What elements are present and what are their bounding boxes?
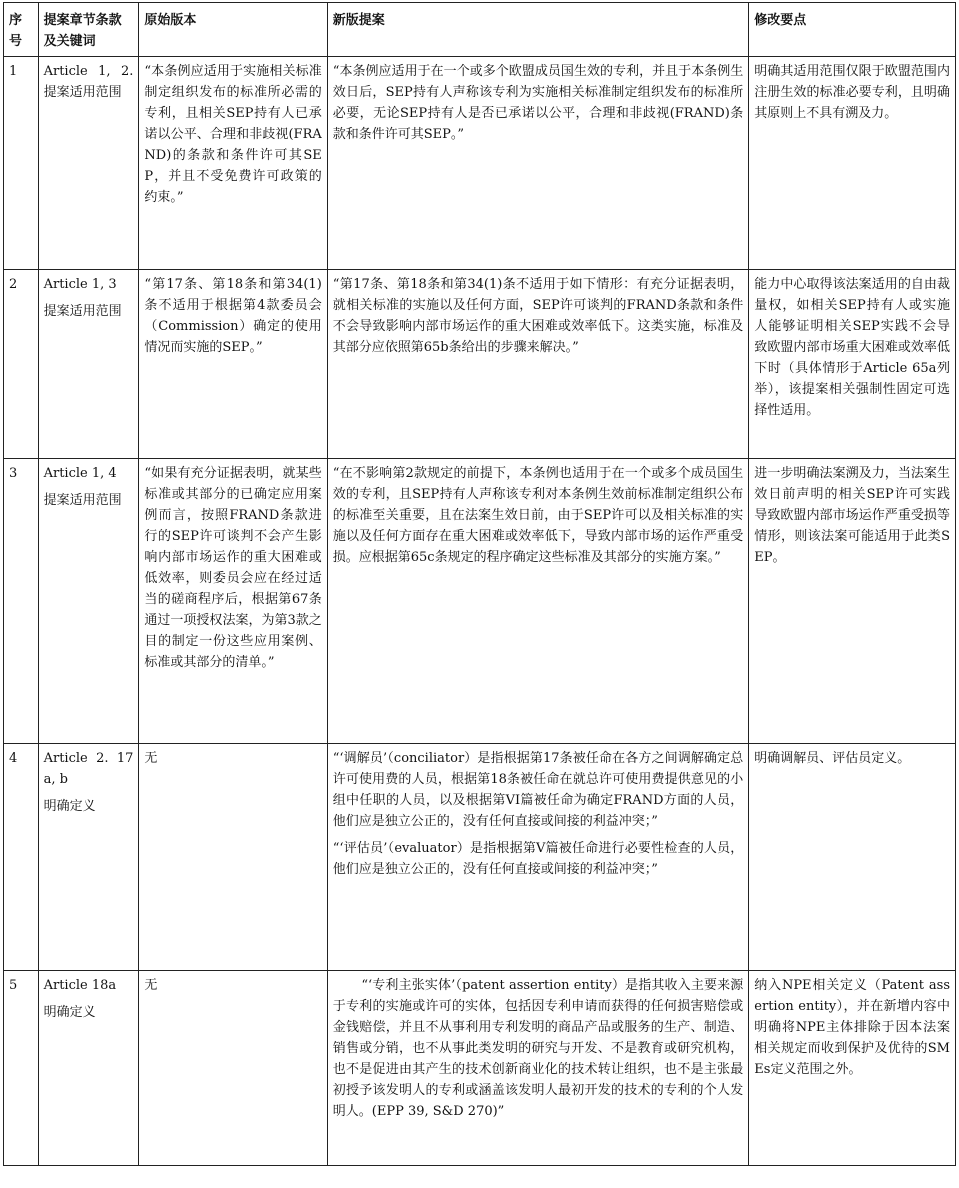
article-keyword: 明确定义 — [43, 799, 96, 814]
proposal-paragraph: “‘调解员’（conciliator）是指根据第17条被任命在各方之间调解确定总许可使用费的人员，根据第18条被任命在就总许可使用费提供意见的小组中任职的人员，以及根据第VI篇被任命为确定FRAND方面的人员，他们应是独立公正的，没有任何直接或间接的利益冲突；” — [332, 751, 744, 829]
table-row — [4, 459, 956, 744]
header-notes: 修改要点 — [749, 3, 956, 57]
proposal-paragraph: “‘评估员’（evaluator）是指根据第V篇被任命进行必要性检查的人员，他们应是独立公正的，没有任何直接或间接的利益冲突；” — [332, 841, 744, 877]
row-original: “如果有充分证据表明，就某些标准或其部分的已确定应用案例而言，按照FRAND条款进行的SEP许可谈判不会产生影响内部市场运作的重大困难或低效率，则委员会应在经过适当的磋商程序后，根据第67条通过一项授权法案，为第3款之目的制定一份这些应用案例、标准或其部分的清单。” — [139, 459, 327, 744]
row-original: “本条例应适用于实施相关标准制定组织发布的标准所必需的专利，且相关SEP持有人已承诺以公平、合理和非歧视(FRAND)的条款和条件许可其SEP，并且不受免费许可政策的约束。” — [139, 57, 327, 270]
table-row — [4, 744, 956, 971]
row-notes: 纳入NPE相关定义（Patent assertion entity），并在新增内容中明确将NPE主体排除于因本法案相关规定而收到保护及优待的SMEs定义范围之外。 — [749, 971, 956, 1166]
row-article-cell — [38, 744, 139, 971]
article-ref: Article 1, 4 — [43, 466, 117, 481]
comparison-table — [3, 2, 956, 1166]
row-notes: 能力中心取得该法案适用的自由裁量权，如相关SEP持有人或实施人能够证明相关SEP实践不会导致欧盟内部市场重大困难或效率低下时（具体情形于Article 65a列举），该提案相关强制性固定可选择性适用。 — [749, 270, 956, 459]
row-proposal — [327, 270, 749, 459]
article-keyword: 提案适用范围 — [43, 493, 122, 508]
table-row — [4, 57, 956, 270]
article-ref: Article 1, 2. — [43, 64, 134, 79]
row-article-cell — [38, 971, 139, 1166]
row-notes: 进一步明确法案溯及力，当法案生效日前声明的相关SEP许可实践导致欧盟内部市场运作严重受损等情形，则该法案可能适用于此类SEP。 — [749, 459, 956, 744]
header-original: 原始版本 — [139, 3, 327, 57]
article-ref: Article 2. 17a, b — [43, 751, 134, 787]
proposal-paragraph: “在不影响第2款规定的前提下，本条例也适用于在一个或多个成员国生效的专利，且SEP持有人声称该专利对本条例生效前标准制定组织公布的标准至关重要，且在法案生效日前，由于SEP许可以及相关标准的实施以及任何方面存在重大困难或效率低下，导致内部市场的运作严重受损。应根据第65c条规定的程序确定这些标准及其部分的实施方案。” — [332, 466, 744, 565]
row-index: 4 — [4, 744, 39, 971]
article-ref: Article 1, 3 — [43, 277, 117, 292]
row-index: 5 — [4, 971, 39, 1166]
proposal-paragraph: “‘专利主张实体’（patent assertion entity）是指其收入主要来源于专利的实施或许可的实体，包括因专利申请而获得的任何损害赔偿或金钱赔偿，并且不从事利用专利发明的商品产品或服务的生产、制造、销售或分销，也不从事此类发明的研究与开发、不是教育或研究机构，也不是促进由其产生的技术创新商业化的技术转让组织，也不是主张最初授予该发明人的专利或涵盖该发明人最初开发的技术的专利的个人发明人。(EPP 39, S&D 270)” — [332, 978, 744, 1119]
row-original: “第17条、第18条和第34(1)条不适用于根据第4款委员会（Commission）确定的使用情况而实施的SEP。” — [139, 270, 327, 459]
row-notes: 明确其适用范围仅限于欧盟范围内注册生效的标准必要专利，且明确其原则上不具有溯及力。 — [749, 57, 956, 270]
row-article-cell — [38, 57, 139, 270]
header-proposal: 新版提案 — [327, 3, 749, 57]
table-row — [4, 270, 956, 459]
row-article-cell — [38, 270, 139, 459]
article-keyword: 提案适用范围 — [43, 85, 122, 100]
header-article: 提案章节条款及关键词 — [38, 3, 139, 57]
proposal-paragraph: “本条例应适用于在一个或多个欧盟成员国生效的专利，并且于本条例生效日后，SEP持有人声称该专利为实施相关标准制定组织发布的标准所必要，无论SEP持有人是否已承诺以公平，合理和非歧视(FRAND)条款和条件许可其SEP。” — [332, 64, 744, 142]
article-keyword: 明确定义 — [43, 1005, 96, 1020]
proposal-paragraph: “第17条、第18条和第34(1)条不适用于如下情形：有充分证据表明，就相关标准的实施以及任何方面，SEP许可谈判的FRAND条款和条件不会导致影响内部市场运作的重大困难或效率低下。这类实施，标准及其部分应依照第65b条给出的步骤来解决。” — [332, 277, 744, 355]
row-original: 无 — [139, 744, 327, 971]
row-index: 1 — [4, 57, 39, 270]
table-header-row — [4, 3, 956, 57]
row-index: 3 — [4, 459, 39, 744]
article-keyword: 提案适用范围 — [43, 304, 122, 319]
article-ref: Article 18a — [43, 978, 117, 993]
row-proposal — [327, 971, 749, 1166]
row-original: 无 — [139, 971, 327, 1166]
header-index: 序号 — [4, 3, 39, 57]
row-index: 2 — [4, 270, 39, 459]
row-proposal — [327, 744, 749, 971]
row-article-cell — [38, 459, 139, 744]
table-row — [4, 971, 956, 1166]
row-proposal — [327, 459, 749, 744]
row-proposal — [327, 57, 749, 270]
row-notes: 明确调解员、评估员定义。 — [749, 744, 956, 971]
